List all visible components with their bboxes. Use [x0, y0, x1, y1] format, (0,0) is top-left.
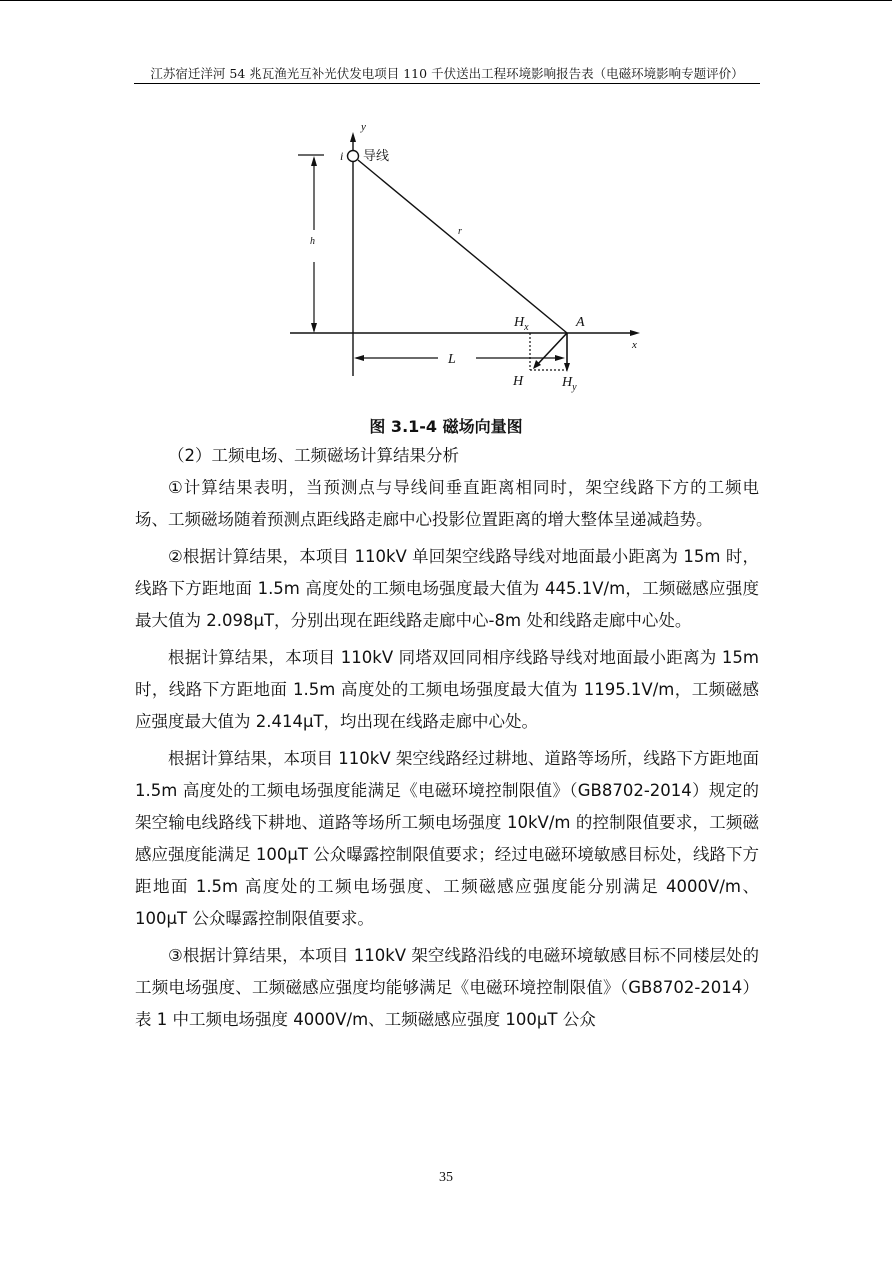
y-axis-arrow	[350, 132, 356, 142]
figure-caption: 图 3.1-4 磁场向量图	[369, 417, 523, 436]
paragraph-1: ①计算结果表明，当预测点与导线间垂直距离相同时，架空线路下方的工频电场、工频磁场随着预测点距线路走廊中心投影位置距离的增大整体呈递减趋势。	[135, 478, 759, 529]
conductor-label: 导线	[363, 149, 390, 164]
body-text	[135, 440, 759, 1041]
radius-line	[358, 160, 567, 333]
top-border-line	[0, 0, 892, 1]
height-arrow-up	[311, 156, 317, 166]
current-label: i	[340, 149, 344, 163]
paragraph-2: ②根据计算结果，本项目 110kV 单回架空线路导线对地面最小距离为 15m 时，线路下方距地面 1.5m 高度处的工频电场强度最大值为 445.1V/m，工频磁感应强度最大值为 2.098μT，分别出现在距线路走廊中心-8m 处和线路走廊中心处。	[135, 547, 759, 630]
l-arrow-left	[354, 355, 364, 361]
y-axis-label: y	[361, 121, 366, 133]
l-arrow-right	[555, 355, 565, 361]
h-vector	[536, 333, 567, 366]
paragraph-3: 根据计算结果，本项目 110kV 同塔双回同相序线路导线对地面最小距离为 15m 时，线路下方距地面 1.5m 高度处的工频电场强度最大值为 1195.1V/m，工频磁感应强度最大值为 2.414μT，均出现在线路走廊中心处。	[135, 648, 759, 731]
height-arrow-down	[311, 323, 317, 333]
hx-label-main: H	[514, 315, 525, 330]
conductor-circle	[348, 151, 359, 162]
point-label: A	[576, 315, 585, 330]
running-header: 江苏宿迁洋河 54 兆瓦渔光互补光伏发电项目 110 千伏送出工程环境影响报告表（电磁环境影响专题评价）	[150, 66, 744, 81]
hx-label	[513, 315, 529, 333]
hy-vector-arrow	[564, 363, 570, 372]
magnetic-vector-diagram	[280, 118, 660, 408]
radius-label: r	[458, 226, 462, 237]
paragraph-4: 根据计算结果，本项目 110kV 架空线路经过耕地、道路等场所，线路下方距地面 1.5m 高度处的工频电场强度能满足《电磁环境控制限值》（GB8702-2014）规定的架空输电线路线下耕地、道路等场所工频电场强度 10kV/m 的控制限值要求，工频磁感应强度能满足 100μT 公众曝露控制限值要求；经过电磁环境敏感目标处，线路下方距地面 1.5m 高度处的工频电场强度、工频磁感应强度能分别满足 4000V/m、100μT 公众曝露控制限值要求。	[135, 749, 759, 928]
magnetic-vector-figure	[280, 118, 660, 408]
x-axis-label: x	[632, 339, 637, 351]
paragraph-5: ③根据计算结果，本项目 110kV 架空线路沿线的电磁环境敏感目标不同楼层处的工频电场强度、工频磁感应强度均能够满足《电磁环境控制限值》（GB8702-2014）表 1 中工频电场强度 4000V/m、工频磁感应强度 100μT 公众	[135, 946, 759, 1029]
x-axis-arrow	[630, 330, 640, 336]
hx-label-sub: x	[524, 322, 529, 333]
h-vector-label: H	[513, 374, 524, 389]
page-number: 35	[439, 1170, 453, 1185]
hy-label	[561, 375, 577, 393]
hy-label-sub: y	[572, 382, 577, 393]
section-heading: （2）工频电场、工频磁场计算结果分析	[168, 446, 459, 465]
hy-label-main: H	[562, 375, 573, 390]
distance-label: L	[448, 352, 456, 367]
height-label: h	[310, 236, 315, 247]
header-rule	[134, 83, 760, 84]
